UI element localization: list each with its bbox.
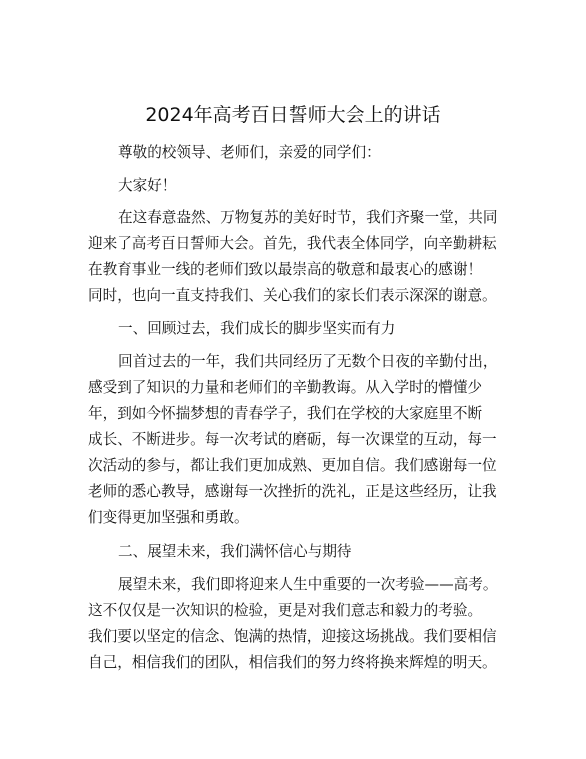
paragraph-2-line-1: 回首过去的一年，我们共同经历了无数个日夜的辛勤付出， <box>118 353 498 370</box>
paragraph-3-line-2: 这不仅仅是一次知识的检验，更是对我们意志和毅力的考验。 <box>88 602 483 619</box>
paragraph-2-line-4: 成长、不断进步。每一次考试的磨砺，每一次课堂的互动，每一 <box>88 431 497 448</box>
paragraph-3-line-1: 展望未来，我们即将迎来人生中重要的一次考验——高考。 <box>118 576 498 593</box>
document-title: 2024年高考百日誓师大会上的讲话 <box>145 104 441 126</box>
section-heading-1: 一、回顾过去，我们成长的脚步坚实而有力 <box>118 320 396 337</box>
greeting: 大家好！ <box>118 177 177 194</box>
paragraph-2-line-6: 老师的悉心教导，感谢每一次挫折的洗礼，正是这些经历，让我 <box>88 483 497 500</box>
paragraph-2-line-3: 年，到如今怀揣梦想的青春学子，我们在学校的大家庭里不断 <box>88 405 483 422</box>
paragraph-1-line-2: 迎来了高考百日誓师大会。首先，我代表全体同学，向辛勤耕耘 <box>88 235 497 252</box>
salutation: 尊敬的校领导、老师们，亲爱的同学们： <box>118 144 381 161</box>
paragraph-1-line-1: 在这春意盎然、万物复苏的美好时节，我们齐聚一堂，共同 <box>118 209 498 226</box>
paragraph-2-line-5: 次活动的参与，都让我们更加成熟、更加自信。我们感谢每一位 <box>88 457 497 474</box>
paragraph-2-line-2: 感受到了知识的力量和老师们的辛勤教诲。从入学时的懵懂少 <box>88 379 483 396</box>
paragraph-2-line-7: 们变得更加坚强和勇敢。 <box>88 509 249 526</box>
section-heading-2: 二、展望未来，我们满怀信心与期待 <box>118 543 352 560</box>
paragraph-3-line-4: 自己，相信我们的团队，相信我们的努力终将换来辉煌的明天。 <box>88 654 497 671</box>
paragraph-1-line-4: 同时，也向一直支持我们、关心我们的家长们表示深深的谢意。 <box>88 287 497 304</box>
paragraph-3-line-3: 我们要以坚定的信念、饱满的热情，迎接这场挑战。我们要相信 <box>88 628 497 645</box>
paragraph-1-line-3: 在教育事业一线的老师们致以最崇高的敬意和最衷心的感谢！ <box>88 261 483 278</box>
